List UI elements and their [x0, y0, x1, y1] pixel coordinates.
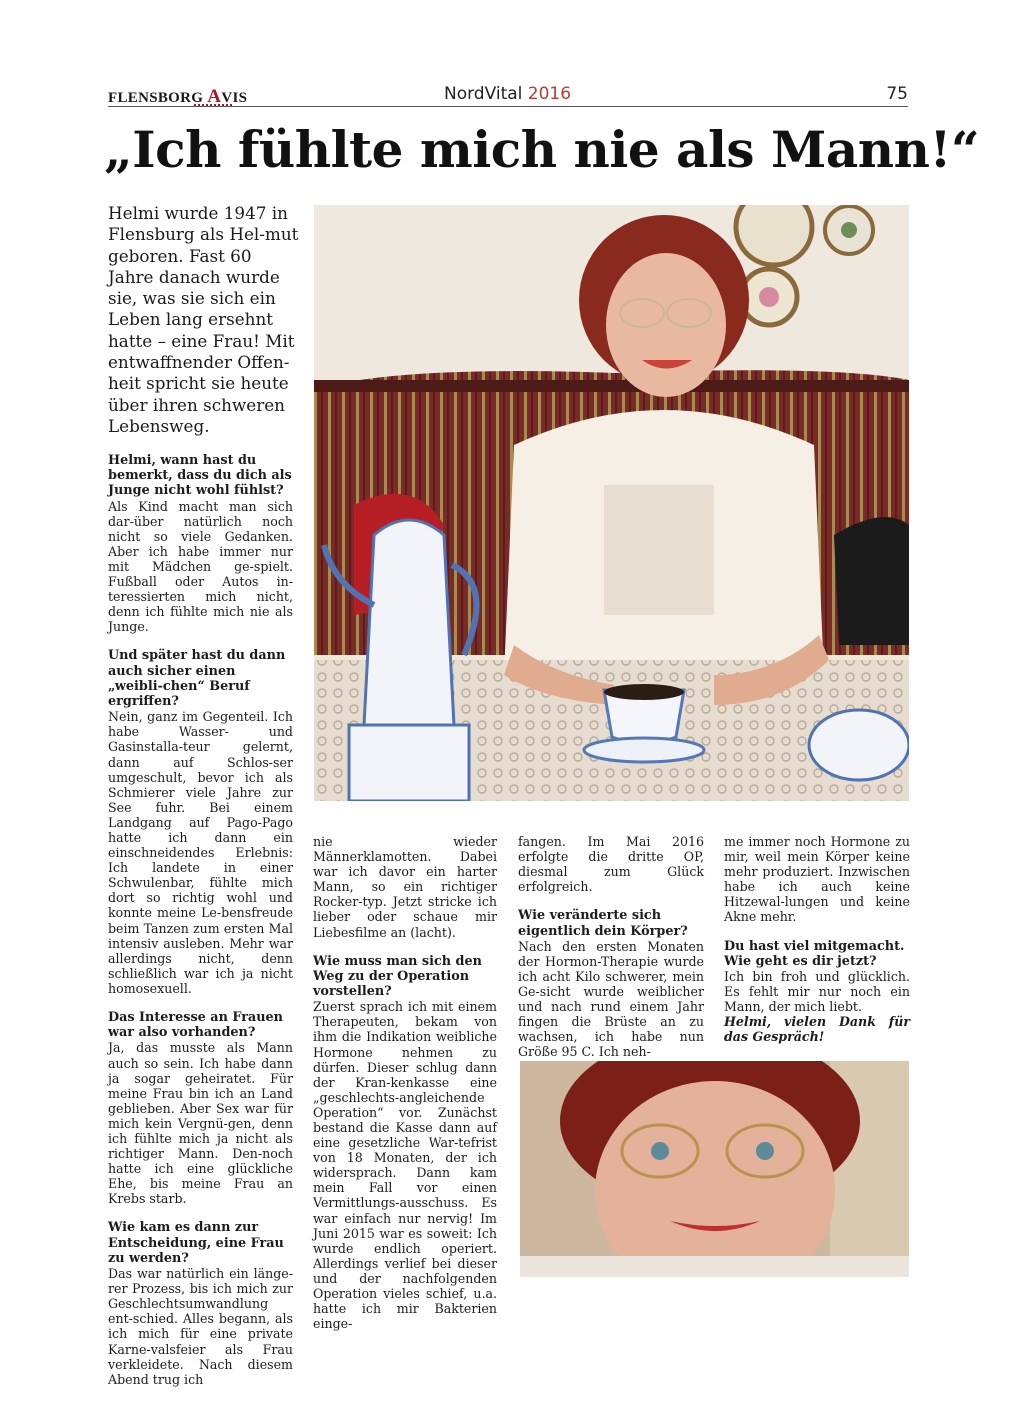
masthead-logo	[108, 86, 247, 108]
question: Du hast viel mitgemacht. Wie geht es dir jetzt?	[724, 938, 905, 969]
question: Das Interesse an Frauen war also vorhanden?	[108, 1010, 283, 1041]
qa-block	[518, 908, 704, 1059]
qa-block	[313, 954, 497, 1332]
qa-block	[108, 453, 293, 634]
answer: nie wieder Männerklamotten. Dabei war ich davor ein harter Mann, so ein richtiger Rocker-typ. Jetzt stricke ich lieber oder schaue mir Liebesfilme an (lacht).	[313, 834, 497, 940]
qa-block	[724, 939, 910, 1045]
question: Wie kam es dann zur Entscheidung, eine Frau zu werden?	[108, 1220, 284, 1266]
answer: Als Kind macht man sich dar-über natürlich noch nicht so viele Gedanken. Aber ich habe immer nur mit Mädchen ge-spielt. Fußball oder Autos in-teressierten mich nicht, denn ich fühlte mich nie als Junge.	[108, 498, 293, 635]
answer: me immer noch Hormone zu mir, weil mein Körper keine mehr produziert. Inzwischen habe ich auch keine Hitzewal-lungen und keine Akne mehr.	[724, 834, 910, 925]
article-column-4	[724, 834, 910, 1058]
answer: fangen. Im Mai 2016 erfolgte die dritte OP, diesmal zum Glück erfolgreich.	[518, 834, 704, 895]
masthead-text-pre: FLENSBORG	[108, 90, 208, 106]
answer: Ja, das musste als Mann auch so sein. Ich habe dann ja sogar geheiratet. Für meine Frau bin ich an Land geblieben. Aber Sex war für mich kein Vergnü-gen, denn ich fühlte mich ja nicht als richtiger Mann. Den-noch hatte ich eine glückliche Ehe, bis meine Frau an Krebs starb.	[108, 1040, 293, 1207]
masthead-text-post: VIS	[221, 90, 248, 106]
answer: Das war natürlich ein länge-rer Prozess, bis ich mich zur Geschlechtsumwandlung ent-schied. Alles begann, als ich mich für eine private Karne-valsfeier als Frau verkleidete. Nach diesem Abend trug ich	[108, 1266, 293, 1387]
question: Wie veränderte sich eigentlich dein Körper?	[518, 908, 688, 939]
section-year: 2016	[527, 84, 572, 104]
qa-block	[108, 1220, 293, 1386]
closeup-photo	[520, 1061, 909, 1277]
qa-block	[724, 834, 910, 925]
section-name: NordVital	[444, 84, 528, 104]
answer: Nein, ganz im Gegenteil. Ich habe Wasser- und Gasinstalla-teur gelernt, dann auf Schlos-ser umgeschult, bevor ich als Schmierer viele Jahre zur See fuhr. Bei einem Landgang auf Pago-Pago hatte ich dann ein einschneidendes Erlebnis: Ich landete in einer Schwulenbar, fühlte mich dort so richtig wohl und konnte meine Le-bensfreude beim Tanzen zum ersten Mal intensiv ausleben. Mehr war allerdings nicht, denn schließlich war ich ja nicht homosexuell.	[108, 709, 293, 996]
masthead-letter-a: A	[207, 86, 222, 107]
header-rule	[108, 106, 908, 107]
answer: Zuerst sprach ich mit einem Therapeuten, bekam von ihm die Indikation weibliche Hormone nehmen zu dürfen. Dieser schlug dann der Kran-kenkasse eine „geschlechts-angleichende Operation“ vor. Zunächst bestand die Kasse dann auf eine gesetzliche War-tefrist von 18 Monaten, der ich widersprach. Dann kam mein Fall vor einen Vermittlungs-ausschuss. Es war einfach nur nervig! Im Juni 2015 war es soweit: Ich wurde endlich operiert. Allerdings verlief bei dieser und der nachfolgenden Operation vieles schief, u.a. hatte ich mir Bakterien einge-	[313, 999, 497, 1332]
section-title	[444, 84, 571, 104]
answer: Nach den ersten Monaten der Hormon-Therapie wurde ich acht Kilo schwerer, mein Ge-sicht wurde weiblicher und nach rund einem Jahr fingen die Brüste an zu wachsen, ich habe nun Größe 95 C. Ich neh-	[518, 938, 704, 1060]
lead-paragraph: Helmi wurde 1947 in Flensburg als Hel-mut geboren. Fast 60 Jahre danach wurde sie, was sie sich ein Leben lang ersehnt hatte – eine Frau! Mit entwaffnender Offen-heit spricht sie heute über ihren schweren Lebensweg.	[108, 203, 299, 436]
qa-block	[108, 648, 293, 996]
qa-block	[313, 834, 497, 940]
question: Und später hast du dann auch sicher einen „weibli-chen“ Beruf ergriffen?	[108, 648, 286, 710]
qa-block	[108, 1010, 293, 1206]
question: Helmi, wann hast du bemerkt, dass du dich als Junge nicht wohl fühlst?	[108, 453, 292, 499]
page-number: 75	[886, 84, 908, 104]
closing-thanks: Helmi, vielen Dank für das Gespräch!	[724, 1014, 910, 1045]
qa-block	[518, 834, 704, 894]
article-column-1	[108, 453, 293, 1401]
closeup-photo-illustration	[520, 1061, 909, 1277]
main-photo-illustration	[314, 205, 909, 801]
headline: „Ich fühlte mich nie als Mann!“	[104, 120, 980, 179]
article-column-3	[518, 834, 704, 1074]
article-column-2	[313, 834, 497, 1345]
question: Wie muss man sich den Weg zu der Operation vorstellen?	[313, 953, 482, 1000]
answer: Ich bin froh und glücklich. Es fehlt mir nur noch ein Mann, der mich liebt.	[724, 968, 910, 1015]
main-photo	[314, 205, 909, 801]
